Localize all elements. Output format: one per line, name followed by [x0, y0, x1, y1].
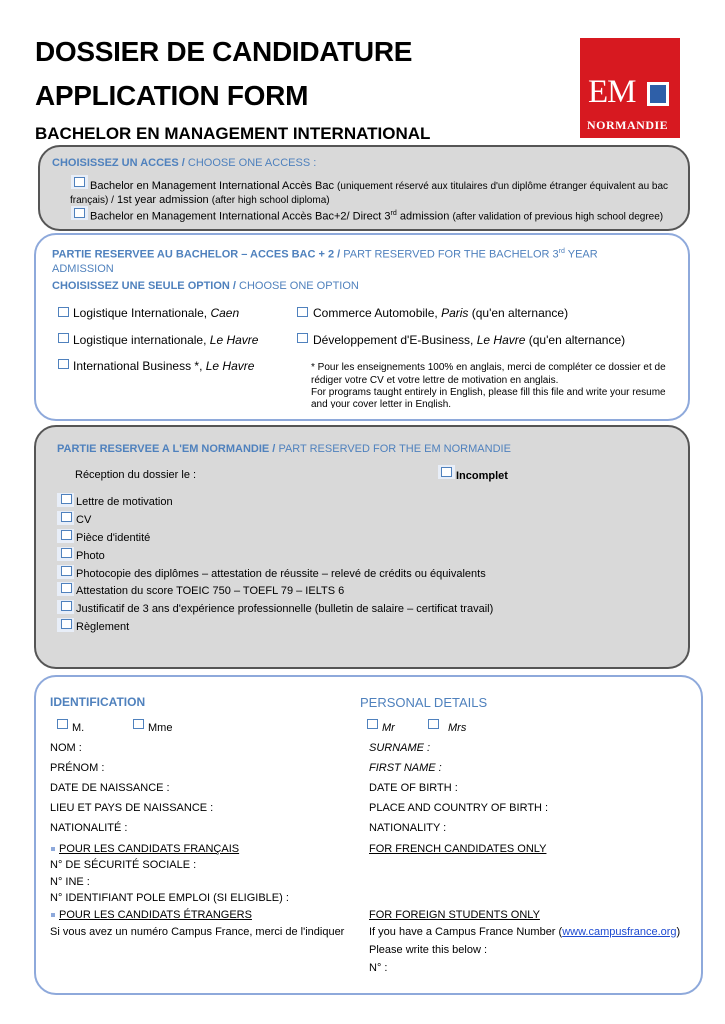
- doc-experience: Justificatif de 3 ans d'expérience professionnelle (bulletin de salaire – certificat travail): [76, 603, 494, 615]
- logo-text: EM: [588, 74, 636, 110]
- access-opt2-checkbox[interactable]: [74, 208, 85, 218]
- field-campus-france-number[interactable]: N° :: [369, 962, 388, 974]
- option-checkbox-logistique-caen[interactable]: [58, 307, 69, 317]
- logo-flag-icon: [647, 82, 669, 106]
- title-mr-checkbox[interactable]: [367, 719, 378, 729]
- access-opt1-label: Bachelor en Management International Accès Bac (uniquement réservé aux titulaires d'un diplôme étranger équivalent au bac: [90, 180, 669, 192]
- title-mr-label: Mr: [382, 722, 395, 734]
- write-below-label: Please write this below :: [369, 944, 487, 956]
- french-candidates-heading: POUR LES CANDIDATS FRANÇAIS: [59, 843, 240, 855]
- doc-diplomes: Photocopie des diplômes – attestation de réussite – relevé de crédits ou équivalents: [76, 568, 486, 580]
- field-lieu-naissance[interactable]: LIEU ET PAYS DE NAISSANCE :: [50, 802, 214, 814]
- english-note-fr-1: * Pour les enseignements 100% en anglais, merci de compléter ce dossier et de: [311, 362, 666, 373]
- field-nationalite[interactable]: NATIONALITÉ :: [50, 822, 128, 834]
- access-heading: CHOISISSEZ UN ACCES / CHOOSE ONE ACCESS :: [52, 157, 317, 169]
- campus-france-text-en: If you have a Campus France Number (www.campusfrance.org): [369, 926, 681, 938]
- bachelor-heading-2: ADMISSION: [52, 263, 114, 275]
- option-intl-business: International Business *, Le Havre: [73, 359, 255, 373]
- field-nom[interactable]: NOM :: [50, 742, 82, 754]
- field-place-of-birth[interactable]: PLACE AND COUNTRY OF BIRTH :: [369, 802, 549, 814]
- page-subtitle: BACHELOR EN MANAGEMENT INTERNATIONAL: [35, 124, 431, 143]
- title-mme-label: Mme: [148, 722, 173, 734]
- incomplet-checkbox[interactable]: [441, 467, 452, 477]
- doc-checkbox-diplomes[interactable]: [61, 566, 72, 576]
- doc-piece: Pièce d'identité: [76, 532, 151, 544]
- english-note-en-2: and your cover letter in English.: [311, 399, 452, 408]
- reception-label: Réception du dossier le :: [75, 469, 197, 481]
- access-opt2-label: Bachelor en Management International Accès Bac+2/ Direct 3rd admission (after validation of previous high school degree): [90, 210, 664, 223]
- bachelor-option-heading: CHOISISSEZ UNE SEULE OPTION / CHOOSE ONE OPTION: [52, 280, 359, 292]
- foreign-candidates-heading: POUR LES CANDIDATS ÉTRANGERS: [59, 909, 252, 921]
- doc-checkbox-reglement[interactable]: [61, 619, 72, 629]
- option-ebusiness: Développement d'E-Business, Le Havre (qu'en alternance): [313, 333, 626, 347]
- doc-checkbox-toeic[interactable]: [61, 583, 72, 593]
- english-note-fr-2: rédiger votre CV et votre lettre de motivation en anglais.: [311, 375, 559, 386]
- field-ine[interactable]: N° INE :: [50, 876, 90, 888]
- field-surname[interactable]: SURNAME :: [369, 742, 431, 754]
- page-title-fr: DOSSIER DE CANDIDATURE: [35, 36, 413, 67]
- bullet-icon: [51, 913, 55, 917]
- doc-toeic: Attestation du score TOEIC 750 – TOEFL 79 – IELTS 6: [76, 585, 345, 597]
- foreign-candidates-heading-en: FOR FOREIGN STUDENTS ONLY: [369, 909, 540, 921]
- option-logistique-caen: Logistique Internationale, Caen: [73, 306, 240, 320]
- english-note-en-1: For programs taught entirely in English, please fill this file and write your resume: [311, 387, 666, 398]
- access-opt1-checkbox[interactable]: [74, 177, 85, 187]
- title-mme-checkbox[interactable]: [133, 719, 144, 729]
- option-checkbox-logistique-lehavre[interactable]: [58, 333, 69, 343]
- french-candidates-heading-en: FOR FRENCH CANDIDATES ONLY: [369, 843, 547, 855]
- field-date-of-birth[interactable]: DATE OF BIRTH :: [369, 782, 458, 794]
- field-nationality[interactable]: NATIONALITY :: [369, 822, 447, 834]
- field-prenom[interactable]: PRÉNOM :: [50, 762, 105, 774]
- bullet-icon: [51, 847, 55, 851]
- field-pole-emploi[interactable]: N° IDENTIFIANT POLE EMPLOI (SI ELIGIBLE) :: [50, 892, 289, 904]
- doc-checkbox-photo[interactable]: [61, 548, 72, 558]
- identification-heading: IDENTIFICATION: [50, 695, 146, 709]
- em-reserved-section: [34, 425, 690, 669]
- field-first-name[interactable]: FIRST NAME :: [369, 762, 442, 774]
- doc-lettre: Lettre de motivation: [76, 496, 173, 508]
- doc-checkbox-piece[interactable]: [61, 530, 72, 540]
- title-m-label: M.: [72, 722, 85, 734]
- access-opt1-label-2: français) / 1st year admission (after high school diploma): [70, 194, 330, 206]
- field-date-naissance[interactable]: DATE DE NAISSANCE :: [50, 782, 170, 794]
- em-heading: PARTIE RESERVEE A L'EM NORMANDIE / PART RESERVED FOR THE EM NORMANDIE: [57, 443, 511, 455]
- title-mrs-label: Mrs: [448, 722, 467, 734]
- doc-cv: CV: [76, 514, 92, 526]
- option-checkbox-intl-business[interactable]: [58, 359, 69, 369]
- logo-subtext: NORMANDIE: [587, 118, 669, 132]
- em-normandie-logo: [580, 38, 680, 138]
- doc-checkbox-experience[interactable]: [61, 601, 72, 611]
- doc-photo: Photo: [76, 550, 105, 562]
- doc-checkbox-lettre[interactable]: [61, 494, 72, 504]
- option-checkbox-ebusiness[interactable]: [297, 333, 308, 343]
- page-title-en: APPLICATION FORM: [35, 80, 309, 111]
- title-m-checkbox[interactable]: [57, 719, 68, 729]
- option-checkbox-commerce-auto[interactable]: [297, 307, 308, 317]
- campus-france-text-fr: Si vous avez un numéro Campus France, merci de l'indiquer: [50, 926, 345, 938]
- option-commerce-auto: Commerce Automobile, Paris (qu'en alternance): [313, 306, 569, 320]
- campus-france-link[interactable]: www.campusfrance.org: [562, 926, 677, 938]
- incomplet-label: Incomplet: [456, 470, 508, 482]
- option-logistique-lehavre: Logistique internationale, Le Havre: [73, 333, 259, 347]
- doc-checkbox-cv[interactable]: [61, 512, 72, 522]
- doc-reglement: Règlement: [76, 621, 130, 633]
- field-securite-sociale[interactable]: N° DE SÉCURITÉ SOCIALE :: [50, 859, 197, 871]
- personal-details-heading: PERSONAL DETAILS: [360, 695, 488, 710]
- bachelor-heading: PARTIE RESERVEE AU BACHELOR – ACCES BAC + 2 / PART RESERVED FOR THE BACHELOR 3rd YEAR: [52, 248, 598, 261]
- title-mrs-checkbox[interactable]: [428, 719, 439, 729]
